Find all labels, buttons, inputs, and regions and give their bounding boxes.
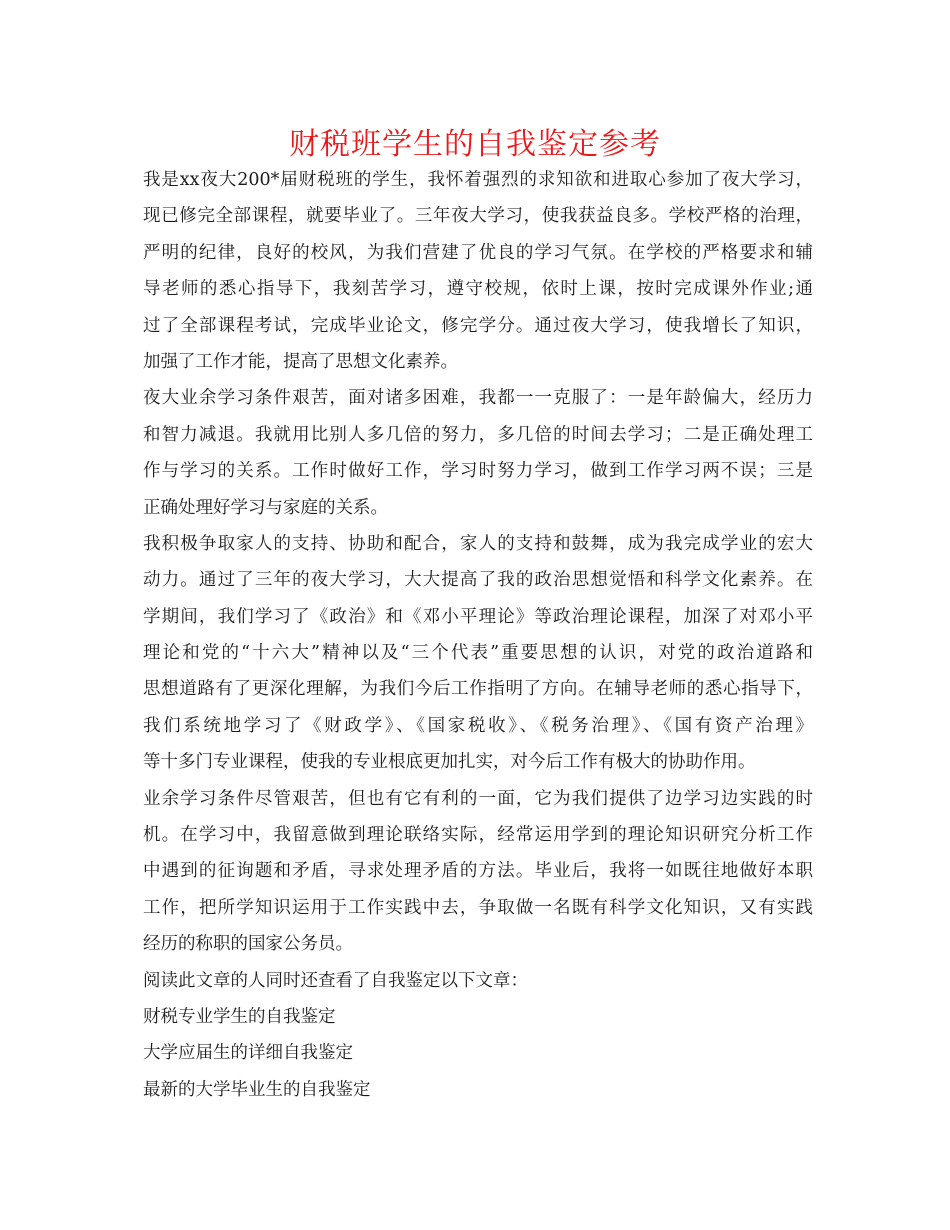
text-line: 作与学习的关系。工作时做好工作，学习时努力学习，做到工作学习两不误；三是	[143, 461, 813, 482]
related-intro: 阅读此文章的人同时还查看了自我鉴定以下文章：	[143, 970, 528, 991]
text-line: 加强了工作才能，提高了思想文化素养。	[143, 351, 458, 372]
text-line: 严明的纪律，良好的校风，为我们营建了优良的学习气氛。在学校的严格要求和辅	[143, 242, 813, 263]
text-line: 夜大业余学习条件艰苦，面对诸多困难，我都一一克服了：一是年龄偏大，经历力	[143, 388, 813, 409]
text-line: 理论和党的“十六大”精神以及“三个代表”重要思想的认识，对党的政治道路和	[143, 643, 813, 664]
text-line: 等十多门专业课程，使我的专业根底更加扎实，对今后工作有极大的协助作用。	[143, 752, 756, 773]
related-link[interactable]: 财税专业学生的自我鉴定	[143, 1006, 336, 1027]
related-articles	[143, 963, 813, 1109]
text-line: 机。在学习中，我留意做到理论联络实际，经常运用学到的理论知识研究分析工作	[143, 825, 813, 846]
paragraph-difficulties	[143, 380, 813, 526]
text-line: 现已修完全部课程，就要毕业了。三年夜大学习，使我获益良多。学校严格的治理，	[143, 206, 813, 227]
paragraph-practice	[143, 781, 813, 963]
document-body	[143, 162, 813, 1108]
text-line: 动力。通过了三年的夜大学习，大大提高了我的政治思想觉悟和科学文化素养。在	[143, 570, 813, 591]
text-line: 正确处理好学习与家庭的关系。	[143, 497, 388, 518]
text-line: 业余学习条件尽管艰苦，但也有它有利的一面，它为我们提供了边学习边实践的时	[143, 788, 813, 809]
text-line: 工作，把所学知识运用于工作实践中去，争取做一名既有科学文化知识，又有实践	[143, 897, 813, 918]
text-line: 我们系统地学习了《财政学》、《国家税收》、《税务治理》、《国有资产治理》	[143, 715, 813, 736]
text-line: 我积极争取家人的支持、协助和配合，家人的支持和鼓舞，成为我完成学业的宏大	[143, 533, 813, 554]
text-line: 思想道路有了更深化理解，为我们今后工作指明了方向。在辅导老师的悉心指导下，	[143, 679, 813, 700]
text-line: 过了全部课程考试，完成毕业论文，修完学分。通过夜大学习，使我增长了知识，	[143, 315, 813, 336]
text-line: 学期间，我们学习了《政治》和《邓小平理论》等政治理论课程，加深了对邓小平	[143, 606, 813, 627]
related-link[interactable]: 大学应届生的详细自我鉴定	[143, 1043, 353, 1064]
document-title: 财税班学生的自我鉴定参考	[289, 127, 661, 162]
text-line: 和智力减退。我就用比别人多几倍的努力，多几倍的时间去学习；二是正确处理工	[143, 424, 813, 445]
paragraph-support	[143, 526, 813, 781]
text-line: 我是xx夜大200*届财税班的学生，我怀着强烈的求知欲和进取心参加了夜大学习，	[143, 170, 813, 190]
paragraph-intro	[143, 162, 813, 380]
text-line: 中遇到的征询题和矛盾，寻求处理矛盾的方法。毕业后，我将一如既往地做好本职	[143, 861, 813, 882]
text-line: 经历的称职的国家公务员。	[143, 934, 353, 955]
text-line: 导老师的悉心指导下，我刻苦学习，遵守校规，依时上课，按时完成课外作业;通	[143, 279, 813, 300]
related-link[interactable]: 最新的大学毕业生的自我鉴定	[143, 1079, 371, 1100]
